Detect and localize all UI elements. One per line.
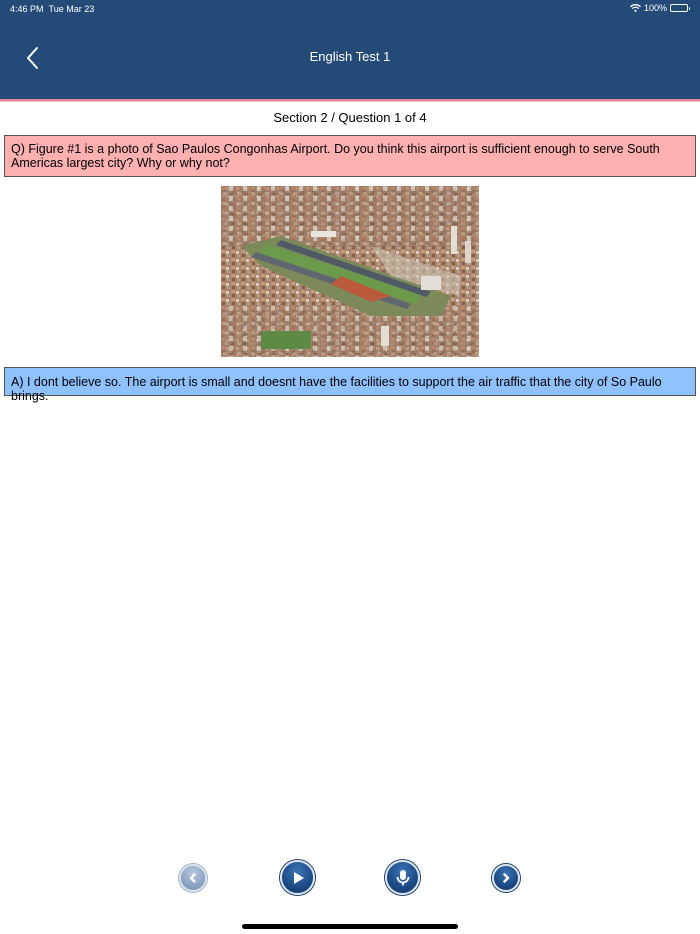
battery-icon bbox=[670, 4, 688, 12]
battery-percent: 100% bbox=[643, 3, 667, 13]
status-bar bbox=[0, 0, 700, 18]
previous-question-button[interactable] bbox=[179, 864, 207, 892]
figure-photo bbox=[221, 186, 479, 357]
question-text: Q) Figure #1 is a photo of Sao Paulos Congonhas Airport. Do you think this airport is sufficient enough to serve South Americas largest city? Why or why not? bbox=[11, 142, 660, 170]
nav-title: English Test 1 bbox=[309, 49, 391, 64]
nav-header bbox=[0, 0, 700, 99]
status-time bbox=[10, 4, 94, 14]
microphone-icon bbox=[395, 869, 411, 887]
question-progress: Section 2 / Question 1 of 4 bbox=[273, 110, 427, 125]
play-audio-button[interactable] bbox=[280, 860, 315, 895]
time-text: 4:46 PM bbox=[10, 4, 44, 14]
chevron-right-icon bbox=[500, 872, 512, 884]
play-icon bbox=[290, 870, 306, 886]
chevron-left-icon bbox=[187, 872, 199, 884]
airport-photo bbox=[221, 186, 479, 357]
status-indicators bbox=[630, 3, 688, 13]
next-question-button[interactable] bbox=[492, 864, 520, 892]
home-indicator[interactable] bbox=[242, 924, 458, 929]
wifi-icon bbox=[630, 4, 641, 12]
question-box bbox=[4, 135, 696, 177]
answer-text: A) I dont believe so. The airport is small and doesnt have the facilities to support the air traffic that the city of So Paulo brings. bbox=[11, 375, 662, 403]
header-divider-light bbox=[0, 101, 700, 102]
answer-box bbox=[4, 367, 696, 403]
record-answer-button[interactable] bbox=[385, 860, 420, 895]
date-text: Tue Mar 23 bbox=[48, 4, 95, 14]
